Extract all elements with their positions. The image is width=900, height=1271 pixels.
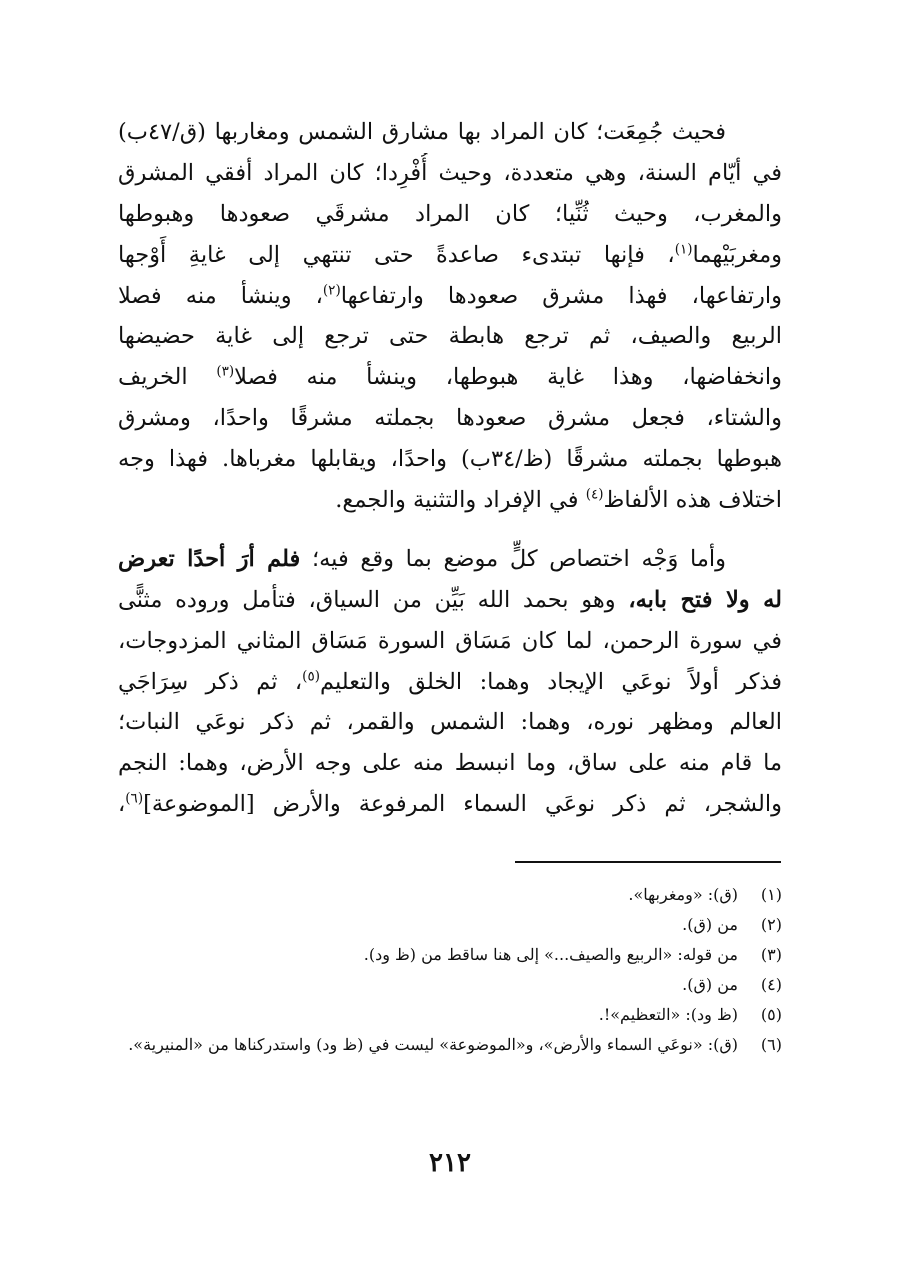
footnote-text: (ق): «نوعَي السماء والأرض»، و«الموضوعة» ليست في (ظ ود) واستدركناها من «المنيرية». bbox=[128, 1035, 738, 1054]
footnote bbox=[118, 940, 782, 970]
footnote-number: (٤) bbox=[760, 975, 782, 994]
text-segment: وهو بحمد الله بَيِّن من السياق، فتأمل وروده مثنًّى bbox=[118, 586, 629, 613]
footnote-text: (ق): «ومغربها». bbox=[628, 885, 738, 904]
footnote bbox=[118, 880, 782, 910]
footnote-ref: (٦) bbox=[125, 790, 144, 807]
text-line: والمغرب، وحيث ثُنِّيا؛ كان المراد مشرقَي صعودها وهبوطها bbox=[118, 200, 782, 227]
text-segment: وانخفاضها، وهذا غاية هبوطها، وينشأ منه فصلا bbox=[234, 364, 782, 391]
text-segment: فذكر أولاً نوعَي الإيجاد وهما: الخلق والتعليم bbox=[320, 668, 782, 695]
footnote-number: (٦) bbox=[760, 1035, 782, 1054]
text-segment: في الإفراد والتثنية والجمع. bbox=[335, 487, 586, 514]
footnote-ref: (٥) bbox=[302, 668, 320, 685]
text-line bbox=[118, 784, 782, 825]
footnote bbox=[118, 970, 782, 1000]
footnote-ref: (٣) bbox=[216, 363, 235, 380]
text-segment: والشجر، ثم ذكر نوعَي السماء المرفوعة والأرض [الموضوعة] bbox=[143, 791, 782, 818]
paragraph-gap bbox=[118, 521, 782, 539]
paragraph-2 bbox=[118, 539, 782, 825]
text-line: في أيّام السنة، وهي متعددة، وحيث أُفْرِدا؛ كان المراد أفقي المشرق bbox=[118, 159, 782, 186]
text-line bbox=[118, 539, 782, 580]
text-segment: وأما وَجْه اختصاص كلٍّ موضع بما وقع فيه؛ bbox=[300, 545, 726, 572]
text-segment: ، وينشأ منه فصلا bbox=[118, 282, 323, 309]
main-text bbox=[118, 112, 782, 825]
footnote-number: (٥) bbox=[760, 1005, 782, 1024]
bold-text-segment: فلم أرَ أحدًا تعرض bbox=[118, 545, 301, 572]
text-line: فحيث جُمِعَت؛ كان المراد بها مشارق الشمس ومغاربها (ق/٤٧ب) bbox=[118, 119, 726, 145]
text-line: في سورة الرحمن، لما كان مَسَاق السورة مَسَاق المثاني المزدوجات، bbox=[118, 627, 782, 654]
text-segment: الخريف bbox=[118, 364, 217, 391]
footnote bbox=[118, 1000, 782, 1030]
text-segment: ومغربَيْهما bbox=[692, 241, 782, 268]
text-line bbox=[118, 276, 782, 317]
footnote-ref: (١) bbox=[674, 241, 693, 258]
footnote bbox=[118, 910, 782, 940]
text-segment: ، bbox=[118, 791, 126, 818]
text-line bbox=[118, 580, 782, 621]
text-segment: ، فإنها تبتدىء صاعدةً حتى تنتهي إلى غايةِ أَوْجها bbox=[118, 241, 675, 268]
text-line bbox=[118, 235, 782, 276]
text-line: العالم ومظهر نوره، وهما: الشمس والقمر، ثم ذكر نوعَي النبات؛ bbox=[118, 709, 782, 736]
text-segment: وارتفاعها، فهذا مشرق صعودها وارتفاعها bbox=[340, 282, 782, 309]
footnote-number: (١) bbox=[760, 885, 782, 904]
footnote-text: من (ق). bbox=[682, 975, 738, 994]
page-number: ٢١٢ bbox=[429, 1148, 471, 1178]
footnote-text: من (ق). bbox=[682, 915, 738, 934]
footnote-ref: (٢) bbox=[322, 282, 341, 299]
text-line bbox=[118, 480, 782, 521]
footnote-number: (٢) bbox=[760, 915, 782, 934]
footnote-text: من قوله: «الربيع والصيف...» إلى هنا ساقط من (ظ ود). bbox=[363, 945, 738, 964]
text-line: هبوطها بجملته مشرقًا (ظ/٣٤ب) واحدًا، ويقابلها مغرباها. فهذا وجه bbox=[118, 446, 782, 473]
text-line bbox=[118, 357, 782, 398]
footnote-ref: (٤) bbox=[585, 486, 604, 503]
text-line bbox=[118, 662, 782, 703]
paragraph-1 bbox=[118, 112, 782, 521]
footnotes bbox=[118, 880, 782, 1060]
text-line: والشتاء، فجعل مشرق صعودها بجملته مشرقًا واحدًا، ومشرق bbox=[118, 405, 782, 432]
text-segment: ، ثم ذكر سِرَاجَي bbox=[118, 668, 303, 695]
footnote-divider bbox=[515, 861, 781, 863]
footnote-number: (٣) bbox=[760, 945, 782, 964]
text-line: الربيع والصيف، ثم ترجع هابطة حتى ترجع إلى غاية حضيضها bbox=[118, 323, 782, 350]
bold-text-segment: له ولا فتح بابه، bbox=[628, 586, 782, 613]
footnote-text: (ظ ود): «التعظيم»!. bbox=[598, 1005, 738, 1024]
text-segment: اختلاف هذه الألفاظ bbox=[603, 487, 782, 514]
text-line: ما قام منه على ساق، وما انبسط منه على وجه الأرض، وهما: النجم bbox=[118, 750, 782, 777]
footnote bbox=[118, 1030, 782, 1060]
